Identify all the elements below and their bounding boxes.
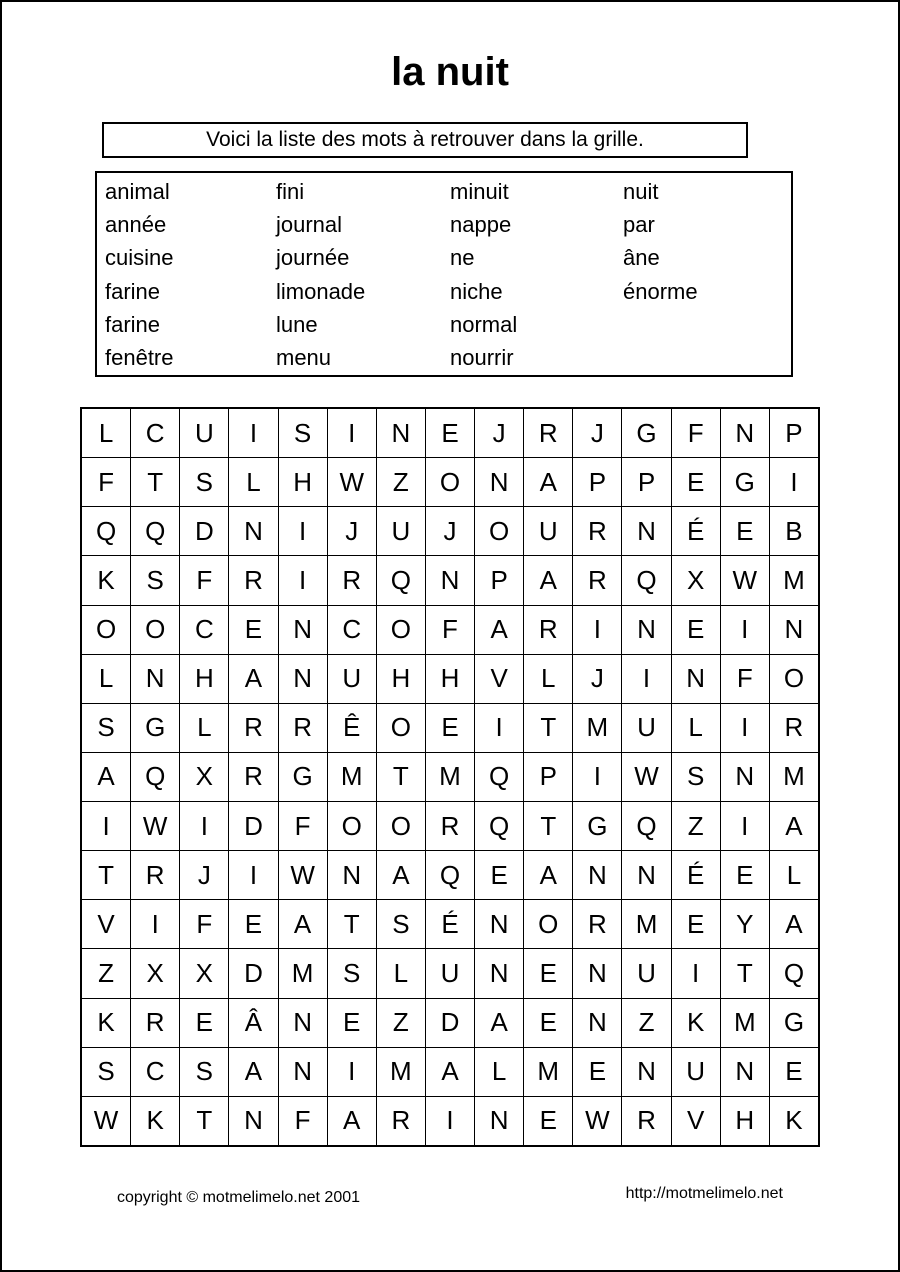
- grid-cell: P: [475, 556, 523, 604]
- grid-cell: N: [573, 999, 621, 1047]
- grid-cell: I: [279, 507, 327, 555]
- grid-cell: A: [377, 851, 425, 899]
- grid-cell: A: [328, 1097, 376, 1145]
- site-url-text: http://motmelimelo.net: [625, 1185, 783, 1202]
- grid-cell: A: [475, 999, 523, 1047]
- grid-cell: D: [180, 507, 228, 555]
- grid-cell: N: [475, 458, 523, 506]
- grid-cell: I: [721, 802, 769, 850]
- grid-cell: E: [524, 999, 572, 1047]
- grid-cell: O: [131, 606, 179, 654]
- grid-cell: H: [426, 655, 474, 703]
- grid-cell: H: [279, 458, 327, 506]
- grid-cell: É: [672, 851, 720, 899]
- grid-cell: A: [770, 900, 818, 948]
- grid-cell: I: [622, 655, 670, 703]
- grid-cell: X: [131, 949, 179, 997]
- letter-grid: [80, 407, 820, 1147]
- grid-cell: L: [672, 704, 720, 752]
- grid-cell: N: [721, 753, 769, 801]
- grid-cell: U: [180, 409, 228, 457]
- grid-cell: E: [328, 999, 376, 1047]
- word-item: niche: [450, 278, 503, 304]
- grid-cell: K: [131, 1097, 179, 1145]
- grid-cell: T: [82, 851, 130, 899]
- grid-cell: B: [770, 507, 818, 555]
- word-item: farine: [105, 278, 161, 304]
- grid-cell: T: [180, 1097, 228, 1145]
- grid-cell: S: [672, 753, 720, 801]
- grid-cell: Z: [377, 999, 425, 1047]
- grid-cell: C: [328, 606, 376, 654]
- grid-cell: V: [475, 655, 523, 703]
- grid-cell: R: [328, 556, 376, 604]
- grid-cell: C: [131, 1048, 179, 1096]
- grid-cell: L: [475, 1048, 523, 1096]
- word-item: fenêtre: [105, 345, 174, 371]
- grid-cell: O: [377, 704, 425, 752]
- grid-cell: H: [180, 655, 228, 703]
- grid-cell: D: [426, 999, 474, 1047]
- word-item: journée: [276, 245, 350, 271]
- grid-cell: A: [279, 900, 327, 948]
- grid-cell: R: [229, 556, 277, 604]
- grid-cell: W: [279, 851, 327, 899]
- word-item: cuisine: [105, 245, 174, 271]
- grid-cell: N: [426, 556, 474, 604]
- puzzle-title: la nuit: [391, 50, 509, 94]
- grid-cell: U: [426, 949, 474, 997]
- grid-cell: Â: [229, 999, 277, 1047]
- grid-cell: L: [82, 409, 130, 457]
- grid-cell: O: [377, 802, 425, 850]
- grid-cell: N: [622, 606, 670, 654]
- grid-cell: O: [770, 655, 818, 703]
- grid-cell: W: [622, 753, 670, 801]
- grid-cell: Q: [131, 507, 179, 555]
- grid-cell: K: [82, 999, 130, 1047]
- grid-cell: E: [426, 409, 474, 457]
- word-item: nourrir: [450, 345, 514, 371]
- grid-cell: A: [229, 1048, 277, 1096]
- grid-cell: J: [573, 655, 621, 703]
- grid-cell: M: [721, 999, 769, 1047]
- grid-cell: E: [721, 851, 769, 899]
- grid-cell: I: [721, 704, 769, 752]
- grid-cell: N: [328, 851, 376, 899]
- grid-cell: N: [279, 999, 327, 1047]
- grid-cell: Q: [622, 556, 670, 604]
- grid-cell: S: [82, 1048, 130, 1096]
- grid-cell: X: [672, 556, 720, 604]
- grid-cell: E: [475, 851, 523, 899]
- grid-cell: N: [721, 1048, 769, 1096]
- grid-cell: Q: [82, 507, 130, 555]
- grid-cell: R: [426, 802, 474, 850]
- grid-cell: M: [524, 1048, 572, 1096]
- grid-cell: U: [524, 507, 572, 555]
- grid-cell: E: [524, 1097, 572, 1145]
- grid-cell: T: [524, 802, 572, 850]
- grid-cell: M: [770, 556, 818, 604]
- grid-cell: Q: [426, 851, 474, 899]
- grid-cell: N: [279, 606, 327, 654]
- word-list-column: [276, 175, 450, 375]
- grid-cell: U: [672, 1048, 720, 1096]
- grid-cell: S: [328, 949, 376, 997]
- grid-cell: O: [524, 900, 572, 948]
- grid-cell: R: [229, 704, 277, 752]
- grid-cell: R: [279, 704, 327, 752]
- grid-cell: N: [622, 507, 670, 555]
- grid-cell: E: [524, 949, 572, 997]
- word-item: année: [105, 212, 167, 238]
- grid-cell: J: [180, 851, 228, 899]
- grid-cell: I: [770, 458, 818, 506]
- grid-cell: T: [377, 753, 425, 801]
- grid-cell: T: [721, 949, 769, 997]
- grid-cell: U: [377, 507, 425, 555]
- grid-cell: M: [573, 704, 621, 752]
- grid-cell: Q: [475, 802, 523, 850]
- grid-cell: L: [770, 851, 818, 899]
- grid-cell: M: [770, 753, 818, 801]
- grid-cell: I: [573, 753, 621, 801]
- word-list-column: [450, 175, 623, 375]
- grid-cell: K: [82, 556, 130, 604]
- grid-cell: N: [279, 1048, 327, 1096]
- grid-cell: R: [573, 900, 621, 948]
- grid-cell: K: [770, 1097, 818, 1145]
- grid-cell: A: [524, 458, 572, 506]
- grid-cell: F: [180, 900, 228, 948]
- grid-cell: G: [721, 458, 769, 506]
- grid-cell: M: [426, 753, 474, 801]
- grid-cell: V: [672, 1097, 720, 1145]
- grid-cell: X: [180, 949, 228, 997]
- grid-cell: R: [229, 753, 277, 801]
- grid-cell: S: [180, 458, 228, 506]
- grid-cell: Z: [672, 802, 720, 850]
- grid-cell: W: [573, 1097, 621, 1145]
- grid-cell: S: [279, 409, 327, 457]
- grid-cell: I: [82, 802, 130, 850]
- word-item: limonade: [276, 278, 366, 304]
- grid-cell: R: [131, 851, 179, 899]
- grid-cell: J: [328, 507, 376, 555]
- grid-cell: I: [328, 409, 376, 457]
- grid-cell: A: [82, 753, 130, 801]
- grid-cell: A: [770, 802, 818, 850]
- instruction-box: [102, 122, 748, 158]
- grid-cell: R: [524, 409, 572, 457]
- grid-cell: X: [180, 753, 228, 801]
- word-item: âne: [623, 245, 660, 271]
- grid-cell: A: [229, 655, 277, 703]
- grid-cell: J: [475, 409, 523, 457]
- grid-cell: N: [377, 409, 425, 457]
- grid-cell: Q: [622, 802, 670, 850]
- grid-cell: Q: [770, 949, 818, 997]
- grid-cell: P: [573, 458, 621, 506]
- word-item: par: [623, 212, 655, 238]
- grid-cell: Q: [131, 753, 179, 801]
- word-item: journal: [276, 212, 343, 238]
- grid-cell: P: [770, 409, 818, 457]
- word-item: énorme: [623, 278, 698, 304]
- word-list-column: [105, 175, 276, 375]
- grid-cell: N: [229, 1097, 277, 1145]
- grid-cell: W: [131, 802, 179, 850]
- grid-cell: G: [279, 753, 327, 801]
- word-item: lune: [276, 311, 318, 337]
- grid-cell: T: [131, 458, 179, 506]
- grid-cell: P: [622, 458, 670, 506]
- grid-cell: F: [426, 606, 474, 654]
- grid-cell: C: [131, 409, 179, 457]
- word-item: ne: [450, 245, 475, 271]
- grid-cell: J: [426, 507, 474, 555]
- word-item: normal: [450, 311, 518, 337]
- grid-cell: E: [721, 507, 769, 555]
- grid-cell: U: [328, 655, 376, 703]
- grid-cell: N: [573, 949, 621, 997]
- grid-cell: J: [573, 409, 621, 457]
- grid-cell: Ê: [328, 704, 376, 752]
- grid-cell: N: [622, 1048, 670, 1096]
- grid-cell: Y: [721, 900, 769, 948]
- grid-cell: D: [229, 949, 277, 997]
- grid-cell: E: [672, 900, 720, 948]
- grid-cell: N: [770, 606, 818, 654]
- grid-cell: F: [180, 556, 228, 604]
- grid-cell: G: [622, 409, 670, 457]
- grid-cell: V: [82, 900, 130, 948]
- grid-cell: E: [229, 900, 277, 948]
- grid-cell: N: [721, 409, 769, 457]
- grid-cell: O: [82, 606, 130, 654]
- grid-cell: S: [377, 900, 425, 948]
- word-list-box: [95, 171, 793, 377]
- grid-cell: Z: [622, 999, 670, 1047]
- grid-cell: I: [131, 900, 179, 948]
- grid-cell: E: [770, 1048, 818, 1096]
- grid-cell: F: [279, 802, 327, 850]
- grid-cell: E: [426, 704, 474, 752]
- grid-cell: M: [279, 949, 327, 997]
- grid-cell: U: [622, 704, 670, 752]
- grid-cell: L: [229, 458, 277, 506]
- grid-cell: D: [229, 802, 277, 850]
- grid-cell: Q: [475, 753, 523, 801]
- grid-cell: W: [721, 556, 769, 604]
- grid-cell: S: [82, 704, 130, 752]
- grid-cell: R: [377, 1097, 425, 1145]
- grid-cell: H: [377, 655, 425, 703]
- grid-cell: L: [82, 655, 130, 703]
- grid-cell: R: [573, 507, 621, 555]
- grid-cell: I: [229, 851, 277, 899]
- grid-cell: T: [328, 900, 376, 948]
- grid-cell: H: [721, 1097, 769, 1145]
- grid-cell: I: [721, 606, 769, 654]
- grid-cell: M: [328, 753, 376, 801]
- grid-cell: S: [180, 1048, 228, 1096]
- grid-cell: N: [475, 949, 523, 997]
- grid-cell: I: [672, 949, 720, 997]
- grid-cell: F: [279, 1097, 327, 1145]
- grid-cell: F: [721, 655, 769, 703]
- grid-cell: R: [573, 556, 621, 604]
- grid-cell: N: [622, 851, 670, 899]
- grid-cell: F: [672, 409, 720, 457]
- grid-cell: L: [377, 949, 425, 997]
- grid-cell: W: [82, 1097, 130, 1145]
- word-item: nuit: [623, 179, 659, 204]
- word-item: menu: [276, 345, 332, 371]
- grid-cell: E: [180, 999, 228, 1047]
- grid-cell: L: [524, 655, 572, 703]
- word-item: nappe: [450, 212, 512, 238]
- grid-cell: G: [770, 999, 818, 1047]
- grid-cell: I: [475, 704, 523, 752]
- grid-cell: I: [573, 606, 621, 654]
- grid-cell: A: [426, 1048, 474, 1096]
- grid-cell: Q: [377, 556, 425, 604]
- grid-cell: A: [475, 606, 523, 654]
- copyright-text: copyright © motmelimelo.net 2001: [117, 1189, 361, 1206]
- grid-cell: N: [475, 900, 523, 948]
- grid-cell: R: [770, 704, 818, 752]
- grid-cell: C: [180, 606, 228, 654]
- grid-cell: N: [229, 507, 277, 555]
- grid-cell: O: [328, 802, 376, 850]
- grid-cell: É: [672, 507, 720, 555]
- grid-cell: E: [229, 606, 277, 654]
- grid-cell: O: [426, 458, 474, 506]
- grid-cell: A: [524, 556, 572, 604]
- grid-cell: M: [622, 900, 670, 948]
- grid-cell: A: [524, 851, 572, 899]
- grid-cell: N: [573, 851, 621, 899]
- grid-cell: N: [131, 655, 179, 703]
- grid-cell: M: [377, 1048, 425, 1096]
- grid-cell: Z: [82, 949, 130, 997]
- grid-cell: I: [426, 1097, 474, 1145]
- grid-cell: L: [180, 704, 228, 752]
- word-item: minuit: [450, 179, 509, 204]
- grid-cell: G: [573, 802, 621, 850]
- grid-cell: G: [131, 704, 179, 752]
- grid-cell: E: [573, 1048, 621, 1096]
- grid-cell: N: [279, 655, 327, 703]
- grid-cell: U: [622, 949, 670, 997]
- grid-cell: O: [475, 507, 523, 555]
- instruction-text: Voici la liste des mots à retrouver dans la grille.: [206, 128, 644, 151]
- grid-cell: F: [82, 458, 130, 506]
- grid-cell: P: [524, 753, 572, 801]
- grid-cell: R: [524, 606, 572, 654]
- word-item: fini: [276, 179, 305, 204]
- grid-cell: E: [672, 458, 720, 506]
- grid-cell: R: [131, 999, 179, 1047]
- word-list-column: [623, 175, 791, 375]
- grid-cell: N: [475, 1097, 523, 1145]
- grid-cell: É: [426, 900, 474, 948]
- word-item: animal: [105, 179, 170, 204]
- grid-cell: K: [672, 999, 720, 1047]
- grid-cell: S: [131, 556, 179, 604]
- grid-cell: I: [229, 409, 277, 457]
- grid-cell: I: [279, 556, 327, 604]
- grid-cell: Z: [377, 458, 425, 506]
- grid-cell: I: [180, 802, 228, 850]
- grid-cell: N: [672, 655, 720, 703]
- grid-cell: T: [524, 704, 572, 752]
- grid-cell: E: [672, 606, 720, 654]
- grid-cell: O: [377, 606, 425, 654]
- grid-cell: W: [328, 458, 376, 506]
- grid-cell: R: [622, 1097, 670, 1145]
- word-item: farine: [105, 311, 161, 337]
- grid-cell: I: [328, 1048, 376, 1096]
